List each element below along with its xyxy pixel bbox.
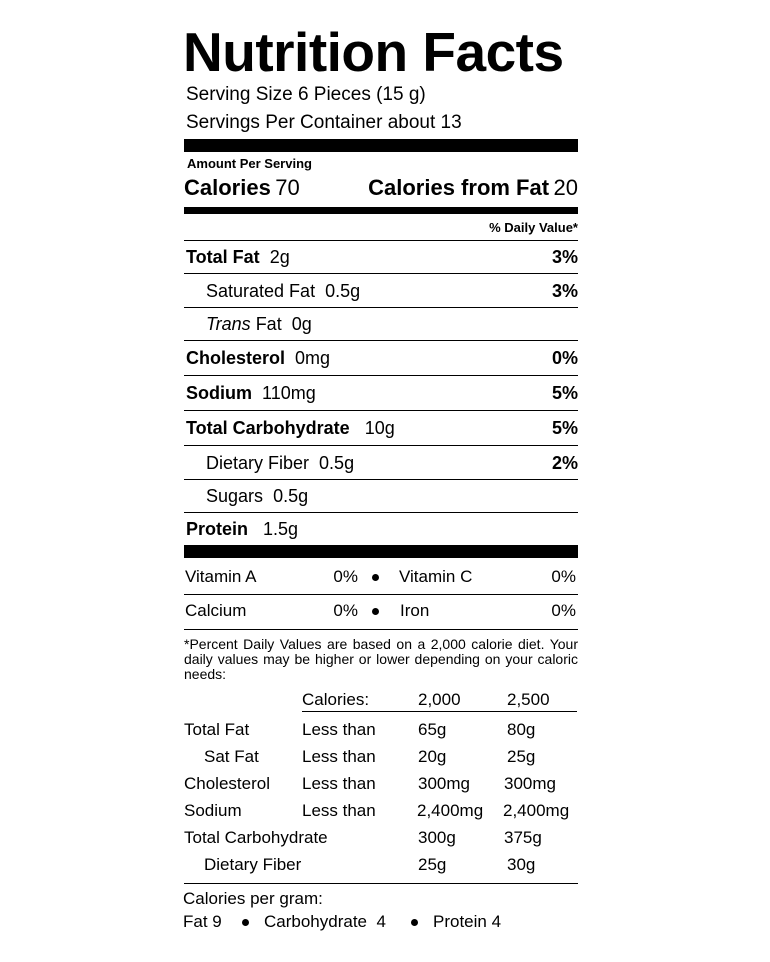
divider: [184, 883, 578, 884]
label-title: Nutrition Facts: [183, 21, 564, 83]
ref-value-2000: 2,400mg: [417, 801, 484, 820]
divider: [184, 512, 578, 513]
vitamin-value: 0%: [551, 567, 576, 586]
ref-qualifier: Less than: [302, 801, 376, 820]
ref-nutrient: Total Fat: [184, 720, 250, 739]
ref-nutrient: Cholesterol: [184, 774, 270, 793]
footnote: *Percent Daily Values are based on a 2,000 calorie diet. Your daily values may be higher or lower depending on your caloric needs:: [184, 636, 578, 682]
amount-per-serving: Amount Per Serving: [187, 156, 312, 171]
nutrient-label: Total Fat: [186, 247, 260, 267]
nutrient-label: Protein: [186, 519, 249, 539]
divider: [302, 711, 577, 712]
ref-value-2000: 65g: [418, 720, 447, 739]
nutrient-amount: 1.5g: [263, 519, 299, 539]
thick-divider: [184, 139, 578, 152]
nutrient-amount: 0.5g: [319, 453, 355, 473]
divider: [184, 375, 578, 376]
ref-nutrient: Sat Fat: [204, 747, 259, 766]
nutrient-label: Dietary Fiber: [206, 453, 310, 473]
calories-line: [184, 175, 300, 201]
divider: [184, 307, 578, 308]
nutrient-label: Fat: [250, 314, 282, 334]
nutrient-dv: 5%: [551, 383, 578, 403]
nutrient-amount: 0g: [291, 314, 312, 334]
ref-header-calories: Calories:: [302, 690, 370, 709]
divider: [184, 410, 578, 411]
calories-from-fat-line: [368, 175, 578, 201]
nutrient-label: Saturated Fat: [206, 281, 316, 301]
ref-value-2000: 300mg: [418, 774, 470, 793]
ref-value-2500: 25g: [507, 747, 536, 766]
nutrient-amount: 2g: [269, 247, 290, 267]
nutrient-dv: 5%: [551, 418, 578, 438]
daily-value-header: % Daily Value*: [489, 220, 578, 235]
calories-from-fat-label: Calories from Fat: [368, 175, 550, 200]
divider: [184, 340, 578, 341]
ref-nutrient: Dietary Fiber: [204, 855, 302, 874]
divider: [184, 445, 578, 446]
ref-value-2000: 25g: [418, 855, 447, 874]
calories-value: 70: [275, 175, 300, 200]
vitamin-label: Iron: [400, 601, 430, 620]
ref-qualifier: Less than: [302, 774, 376, 793]
ref-nutrient: Total Carbohydrate: [184, 828, 328, 847]
nutrient-row-total-fat: [184, 247, 578, 279]
bullet-icon: [242, 919, 249, 926]
nutrient-label: Sugars: [206, 486, 264, 506]
bullet-icon: [372, 574, 379, 581]
nutrient-label: Cholesterol: [186, 348, 286, 368]
nutrient-dv: 0%: [551, 348, 578, 368]
ref-value-2500: 2,400mg: [503, 801, 570, 820]
ref-value-2000: 20g: [418, 747, 447, 766]
vitamin-value: 0%: [551, 601, 576, 620]
nutrient-label: Sodium: [186, 383, 252, 403]
nutrient-amount: 0.5g: [273, 486, 309, 506]
divider: [184, 240, 578, 241]
ref-qualifier: Less than: [302, 720, 376, 739]
vitamin-label: Calcium: [185, 601, 247, 620]
vitamin-value: 0%: [333, 601, 358, 620]
nutrient-label: Total Carbohydrate: [186, 418, 350, 438]
calories-per-gram-fat: Fat 9: [183, 912, 222, 931]
nutrient-row-saturated-fat: [184, 281, 578, 313]
bullet-icon: [372, 608, 379, 615]
nutrient-row-dietary-fiber: [184, 453, 578, 485]
nutrient-label-italic: Trans: [206, 314, 251, 334]
vitamin-value: 0%: [333, 567, 358, 586]
ref-header-2000: 2,000: [418, 690, 461, 709]
ref-qualifier: Less than: [302, 747, 376, 766]
nutrient-row-sugars: [184, 486, 578, 518]
nutrient-amount: 0.5g: [325, 281, 361, 301]
calories-label: Calories: [184, 175, 271, 200]
ref-value-2500: 30g: [507, 855, 536, 874]
nutrient-amount: 0mg: [295, 348, 331, 368]
ref-value-2500: 375g: [504, 828, 542, 847]
bullet-icon: [411, 919, 418, 926]
calories-per-gram-label: Calories per gram:: [183, 889, 323, 908]
medium-divider: [184, 207, 578, 214]
divider: [184, 629, 578, 630]
vitamin-label: Vitamin A: [185, 567, 257, 586]
serving-size: Serving Size 6 Pieces (15 g): [186, 84, 426, 105]
vitamin-label: Vitamin C: [399, 567, 473, 586]
calories-from-fat-value: 20: [553, 175, 578, 200]
ref-header-2500: 2,500: [507, 690, 550, 709]
divider: [184, 273, 578, 274]
divider: [184, 479, 578, 480]
calories-per-gram-protein: Protein 4: [433, 912, 502, 931]
nutrient-dv: 3%: [551, 247, 578, 267]
nutrient-dv: 2%: [551, 453, 578, 473]
calories-per-gram-carbohydrate: Carbohydrate 4: [264, 912, 386, 931]
ref-value-2500: 300mg: [504, 774, 556, 793]
nutrient-dv: 3%: [551, 281, 578, 301]
nutrient-row-trans-fat: [184, 314, 578, 346]
nutrient-amount: 110mg: [262, 383, 316, 403]
divider: [184, 594, 578, 595]
ref-value-2000: 300g: [418, 828, 456, 847]
servings-per-container: Servings Per Container about 13: [186, 112, 462, 133]
thick-divider: [184, 545, 578, 558]
ref-value-2500: 80g: [507, 720, 536, 739]
ref-nutrient: Sodium: [184, 801, 242, 820]
nutrient-amount: 10g: [364, 418, 395, 438]
